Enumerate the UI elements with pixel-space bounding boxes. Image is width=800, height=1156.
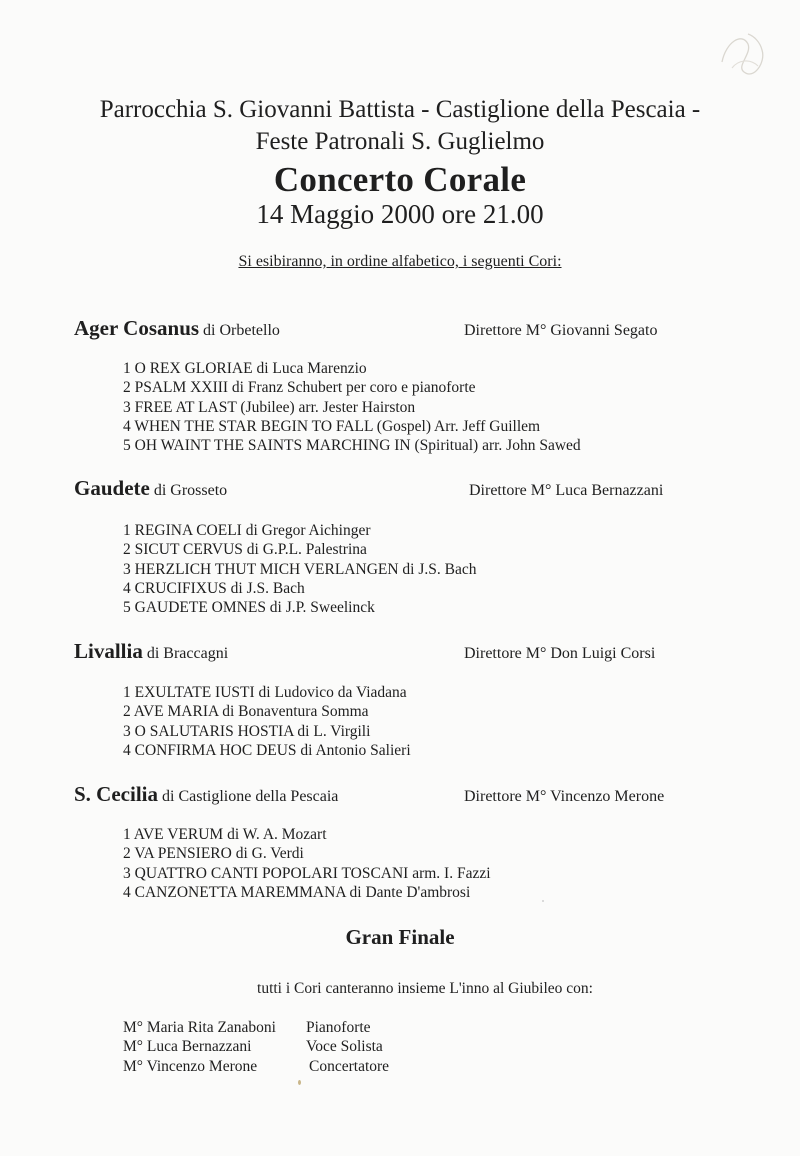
list-item: 3 HERZLICH THUT MICH VERLANGEN di J.S. Bach — [123, 560, 477, 578]
intro-line: Si esibiranno, in ordine alfabetico, i seguenti Cori: — [238, 253, 562, 270]
finale-title: Gran Finale — [345, 925, 455, 949]
choir-location: di Orbetello — [203, 322, 280, 339]
list-item: 1 O REX GLORIAE di Luca Marenzio — [123, 360, 367, 377]
performer-role: Concertatore — [309, 1057, 390, 1075]
list-item: 5 OH WAINT THE SAINTS MARCHING IN (Spiritual) arr. John Sawed — [123, 437, 581, 455]
choir-name: S. Cecilia — [74, 782, 158, 806]
festival-heading: Feste Patronali S. Guglielmo — [255, 128, 545, 155]
list-item: 2 VA PENSIERO di G. Verdi — [123, 845, 304, 863]
choir-director: Direttore M° Luca Bernazzani — [469, 482, 664, 499]
concert-date: 14 Maggio 2000 ore 21.00 — [256, 199, 544, 229]
piece-list-ager-cosanus — [123, 359, 581, 455]
performer-name: M° Maria Rita Zanaboni — [123, 1019, 276, 1036]
list-item: 3 QUATTRO CANTI POPOLARI TOSCANI arm. I. Fazzi — [123, 864, 491, 882]
list-item: 3 O SALUTARIS HOSTIA di L. Virgili — [123, 722, 371, 740]
piece-list-gaudete — [123, 521, 476, 617]
choir-heading-gaudete — [74, 476, 674, 506]
choir-name: Ager Cosanus — [74, 316, 200, 340]
list-item: 2 AVE MARIA di Bonaventura Somma — [123, 703, 369, 721]
concert-title: Concerto Corale — [273, 160, 527, 199]
performer-name: M° Luca Bernazzani — [123, 1038, 252, 1056]
piece-list-livallia — [123, 683, 411, 760]
choir-heading-s-cecilia — [74, 782, 674, 812]
list-item: 1 REGINA COELI di Gregor Aichinger — [123, 522, 371, 539]
list-item: 4 CANZONETTA MAREMMANA di Dante D'ambrosi — [123, 883, 471, 901]
list-item: 4 CONFIRMA HOC DEUS di Antonio Salieri — [123, 741, 411, 759]
performer-row — [123, 1057, 443, 1076]
choir-name: Livallia — [74, 639, 143, 663]
list-item: 4 CRUCIFIXUS di J.S. Bach — [123, 579, 305, 597]
performer-row — [123, 1037, 443, 1056]
list-item: 4 WHEN THE STAR BEGIN TO FALL (Gospel) Arr. Jeff Guillem — [123, 417, 541, 435]
choir-location: di Castiglione della Pescaia — [162, 788, 339, 805]
paper-speck — [298, 1080, 301, 1085]
list-item: 1 AVE VERUM di W. A. Mozart — [123, 826, 327, 843]
piece-list-s-cecilia — [123, 825, 491, 902]
choir-location: di Grosseto — [153, 482, 228, 499]
paper-speck — [542, 900, 544, 902]
choir-director: Direttore M° Don Luigi Corsi — [464, 645, 656, 662]
list-item: 2 SICUT CERVUS di G.P.L. Palestrina — [123, 541, 367, 559]
performer-row — [123, 1018, 443, 1037]
list-item: 1 EXULTATE IUSTI di Ludovico da Viadana — [123, 684, 407, 701]
list-item: 3 FREE AT LAST (Jubilee) arr. Jester Hairston — [123, 398, 416, 416]
parish-heading: Parrocchia S. Giovanni Battista - Castiglione della Pescaia - — [99, 96, 701, 123]
finale-note: tutti i Cori canteranno insieme L'inno al Giubileo con: — [257, 980, 593, 997]
faint-pencil-mark — [714, 22, 774, 82]
choir-heading-ager-cosanus — [74, 316, 674, 346]
choir-heading-livallia — [74, 639, 674, 669]
choir-location: di Braccagni — [146, 645, 229, 662]
performer-role: Pianoforte — [306, 1019, 371, 1036]
list-item: 2 PSALM XXIII di Franz Schubert per coro e pianoforte — [123, 379, 476, 397]
performer-list — [123, 1018, 443, 1076]
performer-role: Voce Solista — [306, 1038, 383, 1056]
performer-name: M° Vincenzo Merone — [123, 1057, 258, 1075]
choir-name: Gaudete — [74, 476, 150, 500]
list-item: 5 GAUDETE OMNES di J.P. Sweelinck — [123, 599, 375, 617]
choir-director: Direttore M° Giovanni Segato — [464, 322, 658, 339]
choir-director: Direttore M° Vincenzo Merone — [464, 788, 665, 805]
